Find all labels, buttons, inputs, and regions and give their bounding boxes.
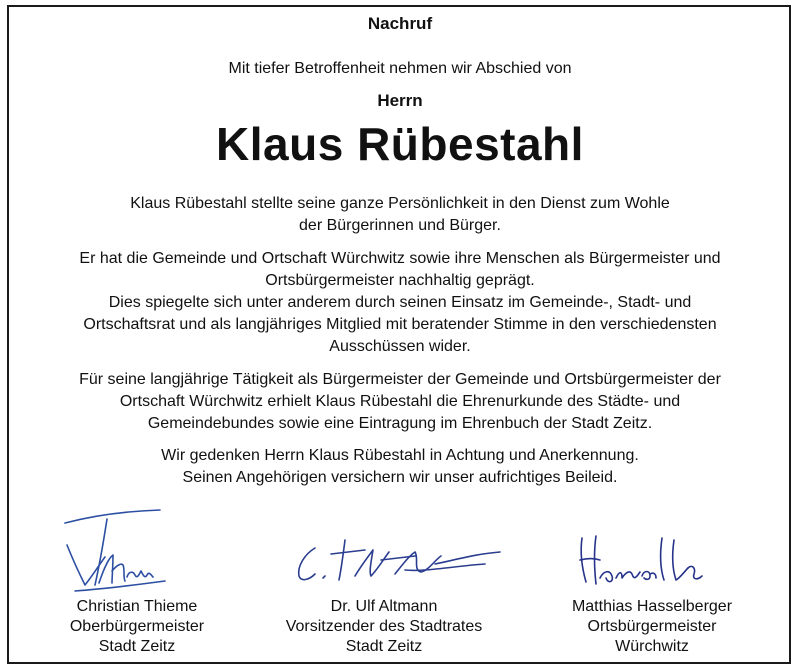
text-line: Klaus Rübestahl stellte seine ganze Persönlichkeit in den Dienst zum Wohle [130,195,670,212]
text-line: Ortschaftsrat und als langjähriges Mitglied mit beratender Stimme in den verschiedensten [83,316,717,333]
signatory-name: Christian Thieme [76,598,198,615]
text-line: Ortschaft Würchwitz erhielt Klaus Rübestahl die Ehrenurkunde des Städte- und [119,393,681,410]
signature-altmann [285,530,510,590]
text-line: Wir gedenken Herrn Klaus Rübestahl in Achtung und Anerkennung. [161,447,639,464]
deceased-name: Klaus Rübestahl [216,118,584,170]
signature-hasselberger [570,528,710,593]
signatory-role: Vorsitzender des Stadtrates [285,618,483,635]
text-line: Für seine langjährige Tätigkeit als Bürgermeister der Gemeinde und Ortsbürgermeister der [79,371,721,388]
intro-line: Mit tiefer Betroffenheit nehmen wir Abschied von [228,60,572,77]
signatory-place: Würchwitz [615,638,689,655]
text-line: Er hat die Gemeinde und Ortschaft Würchwitz sowie ihre Menschen als Bürgermeister und [79,250,721,267]
text-line: Ausschüssen wider. [329,338,471,355]
paragraph-4 [0,445,800,489]
signatory-place: Stadt Zeitz [98,638,176,655]
text-line: Seinen Angehörigen versichern wir unser aufrichtiges Beileid. [182,469,618,486]
notice-heading: Nachruf [367,14,433,33]
paragraph-2 [0,248,800,358]
signatory-role: Oberbürgermeister [69,618,205,635]
text-line: Dies spiegelte sich unter anderem durch seinen Einsatz im Gemeinde-, Stadt- und [108,294,692,311]
text-line: Ortsbürgermeister nachhaltig geprägt. [265,272,535,289]
signatory-name: Matthias Hasselberger [571,598,733,615]
text-line: Gemeindebundes sowie eine Eintragung im Ehrenbuch der Stadt Zeitz. [147,415,653,432]
salutation: Herrn [377,91,423,110]
signatory-1 [7,597,267,657]
paragraph-1 [0,193,800,237]
paragraph-3 [0,369,800,435]
signatory-place: Stadt Zeitz [345,638,423,655]
signatory-2 [254,597,514,657]
signatory-name: Dr. Ulf Altmann [330,598,438,615]
text-line: der Bürgerinnen und Bürger. [299,217,501,234]
signatory-role: Ortsbürgermeister [587,618,717,635]
signatory-3 [522,597,782,657]
signature-thieme [55,505,175,595]
